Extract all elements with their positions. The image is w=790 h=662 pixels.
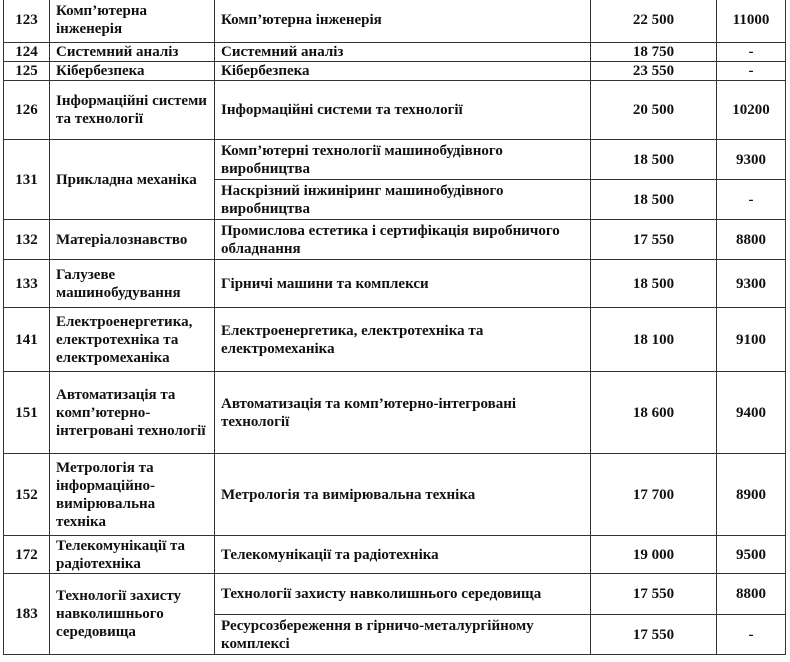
specialties-table [3,0,786,655]
table-row [4,220,786,260]
program-title: Кібербезпека [215,62,591,81]
program-title: Комп’ютерні технології машинобудівного виробництва [215,140,591,180]
tuition-price: 23 550 [591,62,717,81]
program-title: Комп’ютерна інженерія [215,0,591,43]
specialty-name: Кібербезпека [50,62,215,81]
budget-value: - [717,180,786,220]
specialty-code: 151 [4,372,50,454]
budget-value: 11000 [717,0,786,43]
budget-value: 9100 [717,308,786,372]
specialty-name: Прикладна механіка [50,140,215,220]
budget-value: 9400 [717,372,786,454]
specialty-name: Електроенергетика, електротехніка та електромеханіка [50,308,215,372]
tuition-price: 20 500 [591,81,717,140]
budget-value: 8900 [717,454,786,536]
budget-value: - [717,62,786,81]
tuition-price: 18 600 [591,372,717,454]
program-title: Промислова естетика і сертифікація виробничого обладнання [215,220,591,260]
specialty-name: Автоматизація та комп’ютерно-інтегровані технології [50,372,215,454]
budget-value: 9500 [717,536,786,574]
table-row [4,574,786,615]
program-title: Системний аналіз [215,43,591,62]
specialty-name: Комп’ютерна інженерія [50,0,215,43]
program-title: Інформаційні системи та технології [215,81,591,140]
budget-value: 8800 [717,220,786,260]
program-title: Гірничі машини та комплекси [215,260,591,308]
specialty-code: 132 [4,220,50,260]
table-row [4,372,786,454]
budget-value: - [717,615,786,655]
table-row [4,454,786,536]
budget-value: 9300 [717,260,786,308]
budget-value: 8800 [717,574,786,615]
table-row [4,43,786,62]
table-row [4,62,786,81]
specialty-name: Матеріалознавство [50,220,215,260]
program-title: Наскрізний інжиніринг машинобудівного виробництва [215,180,591,220]
program-title: Автоматизація та комп’ютерно-інтегровані технології [215,372,591,454]
tuition-price: 17 550 [591,615,717,655]
specialty-code: 124 [4,43,50,62]
specialty-name: Телекомунікації та радіотехніка [50,536,215,574]
program-title: Технології захисту навколишнього середовища [215,574,591,615]
budget-value: 9300 [717,140,786,180]
program-title: Метрологія та вимірювальна техніка [215,454,591,536]
table-row [4,0,786,43]
specialty-code: 123 [4,0,50,43]
specialty-name: Технології захисту навколишнього середовища [50,574,215,655]
specialties-table-body [4,0,786,655]
specialty-code: 131 [4,140,50,220]
budget-value: - [717,43,786,62]
budget-value: 10200 [717,81,786,140]
specialty-code: 125 [4,62,50,81]
table-row [4,81,786,140]
program-title: Телекомунікації та радіотехніка [215,536,591,574]
tuition-price: 19 000 [591,536,717,574]
table-row [4,260,786,308]
table-row [4,140,786,180]
program-title: Електроенергетика, електротехніка та електромеханіка [215,308,591,372]
tuition-price: 17 550 [591,574,717,615]
specialty-code: 172 [4,536,50,574]
tuition-price: 18 750 [591,43,717,62]
specialty-name: Галузеве машинобудування [50,260,215,308]
specialty-code: 126 [4,81,50,140]
specialty-name: Системний аналіз [50,43,215,62]
tuition-price: 18 100 [591,308,717,372]
program-title: Ресурсозбереження в гірничо-металургійному комплексі [215,615,591,655]
specialty-code: 141 [4,308,50,372]
tuition-price: 18 500 [591,140,717,180]
table-row [4,536,786,574]
specialty-name: Метрологія та інформаційно-вимірювальна техніка [50,454,215,536]
tuition-price: 18 500 [591,260,717,308]
tuition-price: 18 500 [591,180,717,220]
specialty-name: Інформаційні системи та технології [50,81,215,140]
tuition-price: 17 700 [591,454,717,536]
table-row [4,308,786,372]
specialty-code: 133 [4,260,50,308]
tuition-price: 22 500 [591,0,717,43]
tuition-price: 17 550 [591,220,717,260]
specialty-code: 183 [4,574,50,655]
specialty-code: 152 [4,454,50,536]
